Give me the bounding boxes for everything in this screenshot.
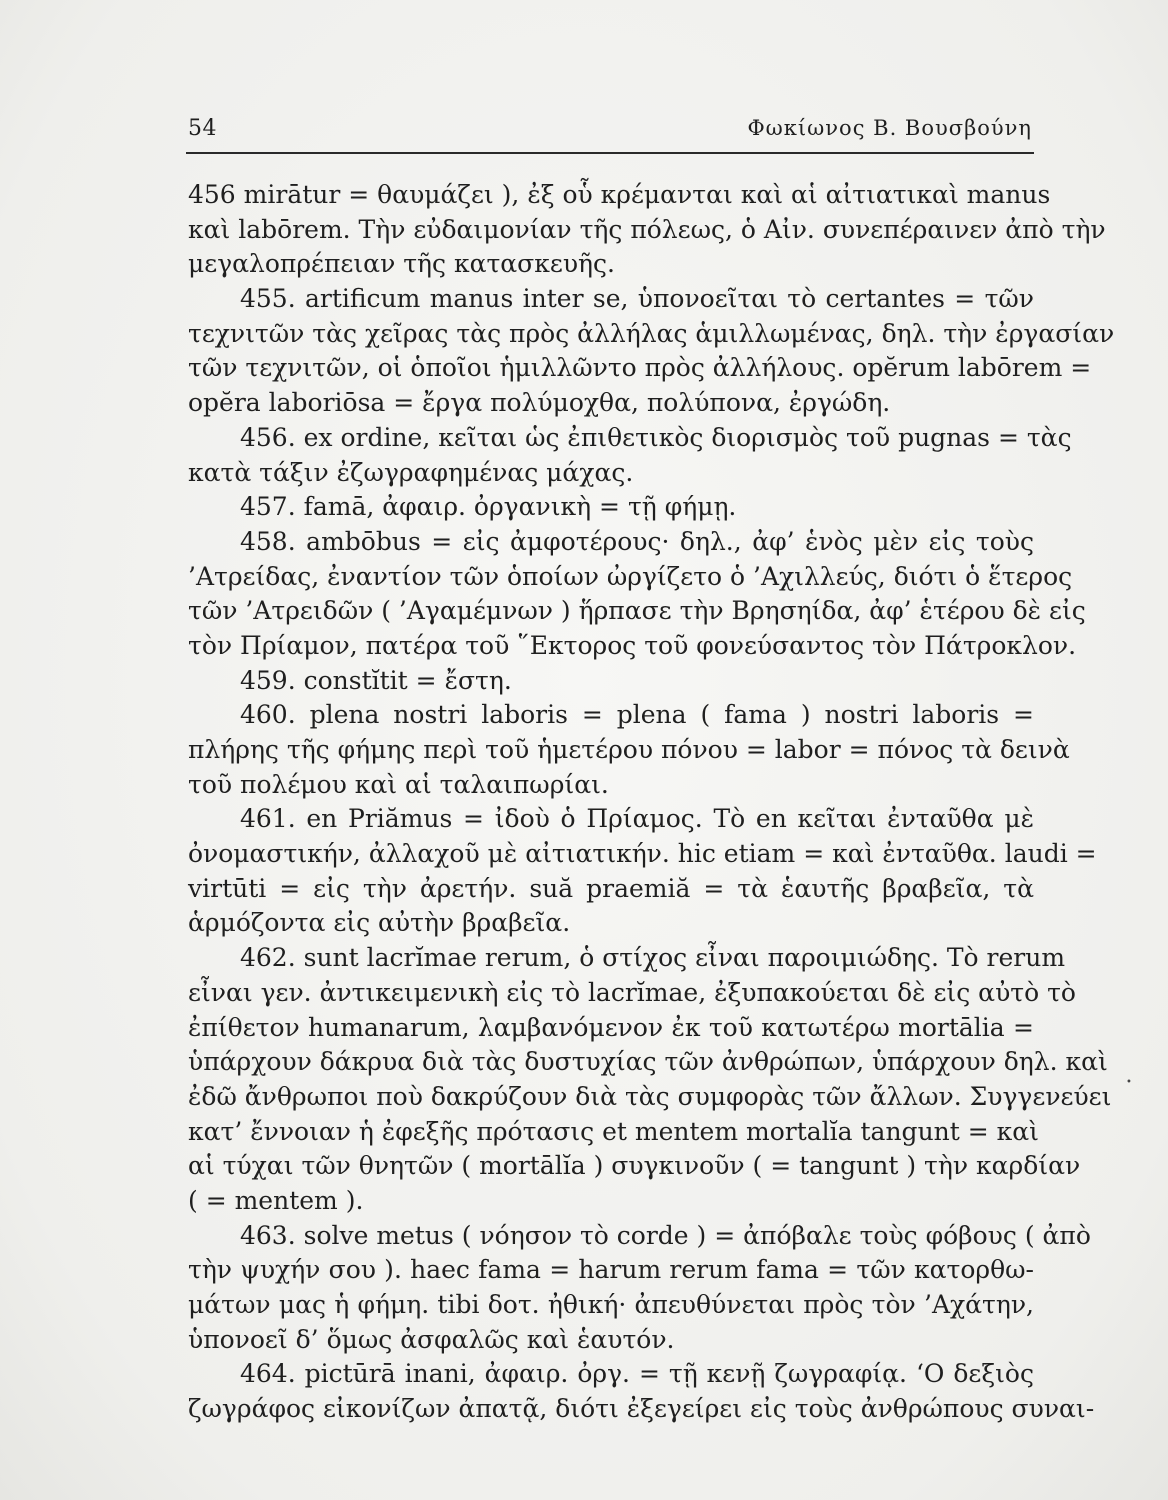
text-line: τὸν Πρίαμον, πατέρα τοῦ ῞Εκτορος τοῦ φονεύσαντος τὸν Πάτροκλον. — [188, 630, 1077, 660]
text-line: ἁρμόζοντα εἰς αὐτὴν βραβεῖα. — [188, 908, 571, 938]
text-line: τοῦ πολέμου καὶ αἱ ταλαιπωρίαι. — [188, 769, 609, 799]
running-title: Φωκίωνος Β. Βουσβούνη — [747, 116, 1032, 140]
text-line: opĕra laboriōsa = ἔργα πολύμοχθα, πολύπονα, ἐργώδη. — [188, 388, 891, 418]
text-line: μεγαλοπρέπειαν τῆς κατασκευῆς. — [188, 249, 615, 279]
text-line: 455. artificum manus inter se, ὑπονοεῖται τὸ certantes = τῶν — [240, 284, 1034, 314]
text-line: 460. plena nostri laboris = plena ( fama ) nostri laboris = — [240, 700, 1034, 730]
text-line: ὑπονοεῖ δ’ ὅμως ἀσφαλῶς καὶ ἑαυτόν. — [188, 1324, 675, 1354]
text-line: αἱ τύχαι τῶν θνητῶν ( mortālĭa ) συγκινοῦν ( = tangunt ) τὴν καρδίαν — [188, 1151, 1081, 1181]
text-line: 464. pictūrā inani, ἀφαιρ. ὀργ. = τῇ κενῇ ζωγραφίᾳ. ‘Ο δεξιὸς — [240, 1359, 1034, 1389]
margin-speck: • — [1126, 1077, 1132, 1088]
text-line: πλήρης τῆς φήμης περὶ τοῦ ἡμετέρου πόνου = labor = πόνος τὰ δεινὰ — [188, 735, 1070, 764]
text-line: τὴν ψυχήν σου ). haec fama = harum rerum fama = τῶν κατορθω- — [188, 1255, 1034, 1285]
text-line: ( = mentem ). — [188, 1185, 364, 1215]
text-line: 456 mirātur = θαυμάζει ), ἐξ οὗ κρέμανται καὶ αἱ αἰτιατικαὶ manus — [188, 180, 1051, 209]
text-line: ἐδῶ ἄνθρωποι ποὺ δακρύζουν διὰ τὰς συμφορὰς τῶν ἄλλων. Συγγενεύει — [188, 1081, 1112, 1111]
text-line: κατ’ ἔννοιαν ἡ ἐφεξῆς πρότασις et mentem mortalĭa tangunt = καὶ — [188, 1116, 1039, 1146]
text-line: τῶν ’Ατρειδῶν ( ’Αγαμέμνων ) ἥρπασε τὴν Βρησηίδα, ἀφ’ ἑτέρου δὲ εἰς — [188, 596, 1086, 626]
text-line: καὶ labōrem. Τὴν εὐδαιμονίαν τῆς πόλεως, ὁ Αἰν. συνεπέραινεν ἀπὸ τὴν — [188, 214, 1106, 244]
text-line: 463. solve metus ( νόησον τὸ corde ) = ἀπόβαλε τοὺς φόβους ( ἀπὸ — [240, 1220, 1091, 1250]
text-line: 462. sunt lacrĭmae rerum, ὁ στίχος εἶναι παροιμιώδης. Τὸ rerum — [240, 943, 1066, 973]
text-line: 458. ambōbus = εἰς ἀμφοτέρους· δηλ., ἀφ’ ἑνὸς μὲν εἰς τοὺς — [240, 526, 1034, 556]
text-line: 459. constĭtit = ἔστη. — [240, 665, 512, 695]
text-line: ζωγράφος εἰκονίζων ἀπατᾷ, διότι ἐξεγείρει εἰς τοὺς ἀνθρώπους συναι- — [188, 1394, 1095, 1424]
text-line: 457. famā, ἀφαιρ. ὀργανικὴ = τῇ φήμῃ. — [240, 492, 737, 522]
text-line: ὀνομαστικήν, ἀλλαχοῦ μὲ αἰτιατικήν. hic etiam = καὶ ἐνταῦθα. laudi = — [188, 839, 1097, 869]
text-line: 461. en Priămus = ἰδοὺ ὁ Πρίαμος. Τὸ en κεῖται ἐνταῦθα μὲ — [240, 804, 1034, 834]
running-head — [188, 110, 1032, 150]
commentary-text — [188, 178, 1115, 1427]
text-line: τῶν τεχνιτῶν, οἱ ὁποῖοι ἡμιλλῶντο πρὸς ἀλλήλους. opĕrum labōrem = — [188, 353, 1092, 383]
text-line: 456. ex ordine, κεῖται ὡς ἐπιθετικὸς διορισμὸς τοῦ pugnas = τὰς — [240, 422, 1072, 452]
text-line: κατὰ τάξιν ἐζωγραφημένας μάχας. — [188, 457, 634, 487]
text-line: ἐπίθετον humanarum, λαμβανόμενον ἐκ τοῦ κατωτέρω mortālia = — [188, 1012, 1034, 1042]
text-line: ’Ατρείδας, ἐναντίον τῶν ὁποίων ὠργίζετο ὁ ’Αχιλλεύς, διότι ὁ ἕτερος — [188, 561, 1073, 591]
page-number: 54 — [188, 116, 217, 141]
text-line: virtūti = εἰς τὴν ἀρετήν. suă praemiă = τὰ ἑαυτῆς βραβεῖα, τὰ — [188, 873, 1034, 903]
text-line: εἶναι γεν. ἀντικειμενικὴ εἰς τὸ lacrĭmae, ἐξυπακούεται δὲ εἰς αὐτὸ τὸ — [188, 977, 1076, 1007]
text-line: μάτων μας ἡ φήμη. tibi δοτ. ἠθική· ἀπευθύνεται πρὸς τὸν ’Αχάτην, — [188, 1290, 1034, 1319]
header-rule — [186, 152, 1034, 154]
text-line: ὑπάρχουν δάκρυα διὰ τὰς δυστυχίας τῶν ἀνθρώπων, ὑπάρχουν δηλ. καὶ — [188, 1047, 1108, 1077]
text-line: τεχνιτῶν τὰς χεῖρας τὰς πρὸς ἀλλήλας ἁμιλλωμένας, δηλ. τὴν ἐργασίαν — [188, 318, 1115, 348]
